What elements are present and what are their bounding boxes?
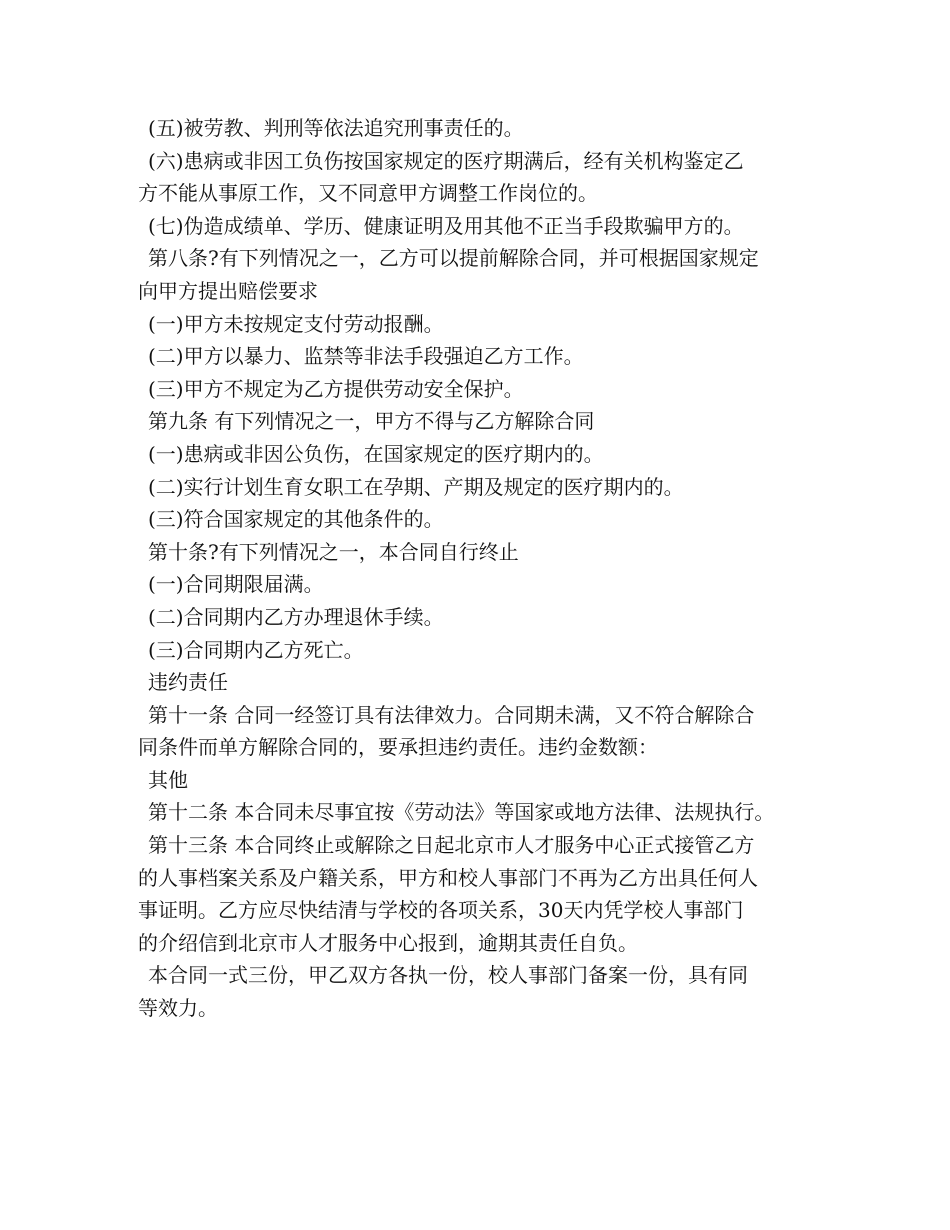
text-line: 向甲方提出赔偿要求 xyxy=(138,278,318,303)
text-line: 违约责任 xyxy=(148,670,228,695)
text-line: 同条件而单方解除合同的，要承担违约责任。违约金数额： xyxy=(138,735,658,760)
text-line: 事证明。乙方应尽快结清与学校的各项关系，30天内凭学校人事部门 xyxy=(138,898,744,923)
text-line: (二)合同期内乙方办理退休手续。 xyxy=(148,604,444,629)
text-line: 其他 xyxy=(148,767,188,792)
text-line: (三)符合国家规定的其他条件的。 xyxy=(148,507,444,532)
text-line: (六)患病或非因工负伤按国家规定的医疗期满后，经有关机构鉴定乙 xyxy=(148,148,744,173)
text-line: (二)甲方以暴力、监禁等非法手段强迫乙方工作。 xyxy=(148,344,584,369)
text-line: 第十二条 本合同未尽事宜按《劳动法》等国家或地方法律、法规执行。 xyxy=(148,800,775,825)
text-line: (三)甲方不规定为乙方提供劳动安全保护。 xyxy=(148,376,524,401)
text-line: 的人事档案关系及户籍关系，甲方和校人事部门不再为乙方出具任何人 xyxy=(138,865,758,890)
text-line: (二)实行计划生育女职工在孕期、产期及规定的医疗期内的。 xyxy=(148,474,684,499)
document-page xyxy=(138,112,828,1025)
text-line: (三)合同期内乙方死亡。 xyxy=(148,637,364,662)
text-line: 第九条 有下列情况之一，甲方不得与乙方解除合同 xyxy=(148,409,595,434)
text-line: 第十三条 本合同终止或解除之日起北京市人才服务中心正式接管乙方 xyxy=(148,833,755,858)
text-line: 第十条?有下列情况之一，本合同自行终止 xyxy=(148,539,519,564)
text-line: (五)被劳教、判刑等依法追究刑事责任的。 xyxy=(148,116,524,140)
text-line: (七)伪造成绩单、学历、健康证明及用其他不正当手段欺骗甲方的。 xyxy=(148,213,744,238)
text-line: 第八条?有下列情况之一，乙方可以提前解除合同，并可根据国家规定 xyxy=(148,246,759,271)
text-line: (一)患病或非因公负伤，在国家规定的医疗期内的。 xyxy=(148,441,604,466)
text-line: 等效力。 xyxy=(138,996,218,1021)
text-line: 第十一条 合同一经签订具有法律效力。合同期未满，又不符合解除合 xyxy=(148,702,755,727)
text-line: 的介绍信到北京市人才服务中心报到，逾期其责任自负。 xyxy=(138,930,638,955)
text-line: 本合同一式三份，甲乙双方各执一份，校人事部门备案一份，具有同 xyxy=(148,963,748,988)
text-line: (一)合同期限届满。 xyxy=(148,572,324,597)
text-line: (一)甲方未按规定支付劳动报酬。 xyxy=(148,311,444,336)
text-line: 方不能从事原工作，又不同意甲方调整工作岗位的。 xyxy=(138,181,598,206)
